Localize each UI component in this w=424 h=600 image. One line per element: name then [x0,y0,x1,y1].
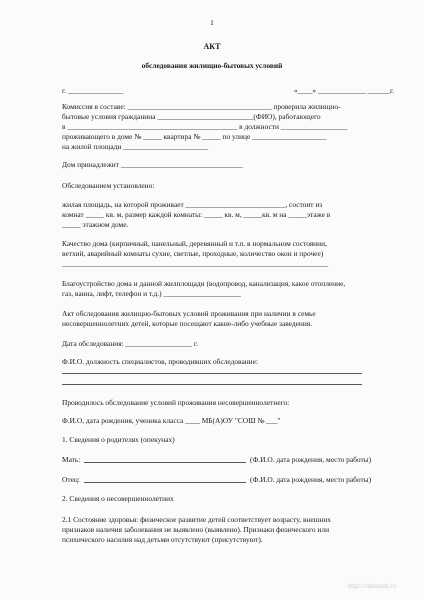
child-line: Ф.И.О, дата рождения, ученика класса ____ МБ(А)ОУ "СОШ № ___" [62,416,281,425]
owner-line: Дом принадлежит _________________________________ [62,160,243,169]
living-area-line-3: _____ этажном доме. [62,220,129,229]
watermark: https://obrazets.ru [347,584,396,590]
quality-line-2: ветхий, аварийный комнаты сухие, светлые, проходные, количество окон и прочее) [62,249,324,258]
health-line-1: 2.1 Состояние здоровья: физическое развитие детей соответствует возрасту, внешних [62,515,331,524]
city-line: г. _______________ [62,86,124,95]
mother-blank [84,462,246,463]
exam-date-line: Дата обследования: __________________ г. [62,339,198,348]
document-title: АКТ [203,42,221,51]
act-purpose-line-1: Акт обследования жилищно-бытовых условий проживания при наличии в семье [62,309,316,318]
commission-line-1: Комиссия в составе: _______________________________________ проверила жилищно- [62,102,341,111]
amenities-line-2: газ, ванна, лифт, телефон и т.д.) _____________________ [62,289,241,298]
specialists-line: Ф.И.О. должность специалистов, проводивших обследование: [62,357,258,366]
document-subtitle: обследования жилищно-бытовых условий [141,61,283,70]
page-number: 1 [210,18,214,27]
amenities-line-1: Благоустройство дома и данной жилплощади (водопровод, канализация, какое отопление, [62,279,346,288]
father-label: Отец: [62,475,80,484]
section-2-heading: 2. Сведения о несовершеннолетних [62,494,174,503]
mother-hint: (Ф.И.О. дата рождения, место работы) [250,455,372,464]
quality-line-3: ________________________________________________________________________ [62,259,329,268]
date-line: «____» _____________ ______г. [293,86,394,95]
commission-line-4: проживающего в доме № _____ квартира № _____ по улице ____________________ [62,132,327,141]
blank-line [62,384,362,385]
father-hint: (Ф.И.О. дата рождения, место работы) [250,475,372,484]
established-line: Обследованием установлено: [62,181,155,190]
section-1-heading: 1. Сведения о родителях (опекунах) [62,435,175,444]
blank-line [62,373,362,374]
commission-line-2: бытовые условия гражданина __________________________(ФИО), работающего [62,112,321,121]
mother-label: Мать: [62,455,81,464]
health-line-2: признаков наличия заболевания не выявлено (выявлено). Признаки физического или [62,525,330,534]
conducted-line: Проводилось обследование условий проживания несовершеннолетнего: [62,398,290,407]
health-line-3: психического насилия над детьми отсутствуют (присутствуют). [62,535,263,544]
commission-line-5: на жилой площади _______________________ [62,142,209,151]
living-area-line-2: комнат _____ кв. м, размер каждой комнаты: _____ кв. м, _____кв. м на _____этаже в [62,210,331,219]
father-blank [84,482,246,483]
commission-line-3: в ______________________________________________ в должности __________________ [62,122,348,131]
living-area-line-1: жилая площадь, на которой проживает ___________________________, состоит из [62,200,323,209]
quality-line-1: Качество дома (кирпичный, панельный, деревянный и т.п. в нормальном состоянии, [62,239,327,248]
act-purpose-line-2: несовершеннолетних детей, которые посещают какие-либо учебные заведения. [62,319,313,328]
